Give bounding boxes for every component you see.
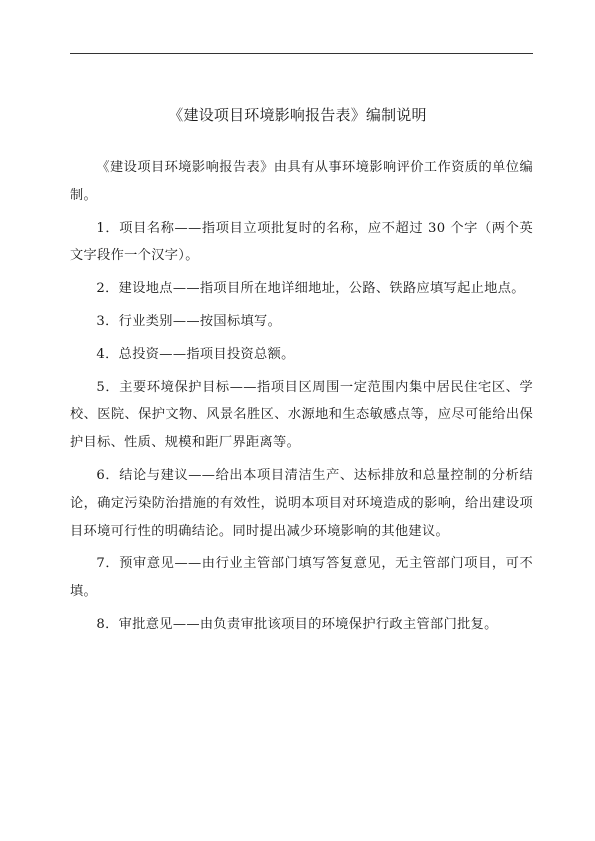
item-preliminary-review: 7．预审意见——由行业主管部门填写答复意见，无主管部门项目，可不填。 bbox=[70, 556, 533, 600]
intro-paragraph: 《建设项目环境影响报告表》由具有从事环境影响评价工作资质的单位编制。 bbox=[70, 160, 533, 203]
item-approval-opinion: 8．审批意见——由负责审批该项目的环境保护行政主管部门批复。 bbox=[96, 616, 498, 632]
document-title: 《建设项目环境影响报告表》编制说明 bbox=[168, 106, 427, 124]
item-project-name: 1．项目名称——指项目立项批复时的名称，应不超过 30 个字（两个英文字段作一个汉字）。 bbox=[70, 220, 533, 264]
item-conclusions: 6．结论与建议——给出本项目清洁生产、达标排放和总量控制的分析结论，确定污染防治措施的有效性，说明本项目对环境造成的影响，给出建设项目环境可行性的明确结论。同时提出减少环境影响的其他建议。 bbox=[70, 467, 533, 539]
item-industry-category: 3．行业类别——按国标填写。 bbox=[96, 313, 282, 329]
item-total-investment: 4．总投资——指项目投资总额。 bbox=[96, 346, 295, 362]
item-protection-targets: 5．主要环境保护目标——指项目区周围一定范围内集中居民住宅区、学校、医院、保护文物、风景名胜区、水源地和生态敏感点等，应尽可能给出保护目标、性质、规模和距厂界距离等。 bbox=[70, 379, 533, 451]
header-rule bbox=[70, 53, 533, 54]
item-construction-site: 2．建设地点——指项目所在地详细地址，公路、铁路应填写起止地点。 bbox=[96, 281, 525, 297]
document-body bbox=[70, 154, 533, 644]
